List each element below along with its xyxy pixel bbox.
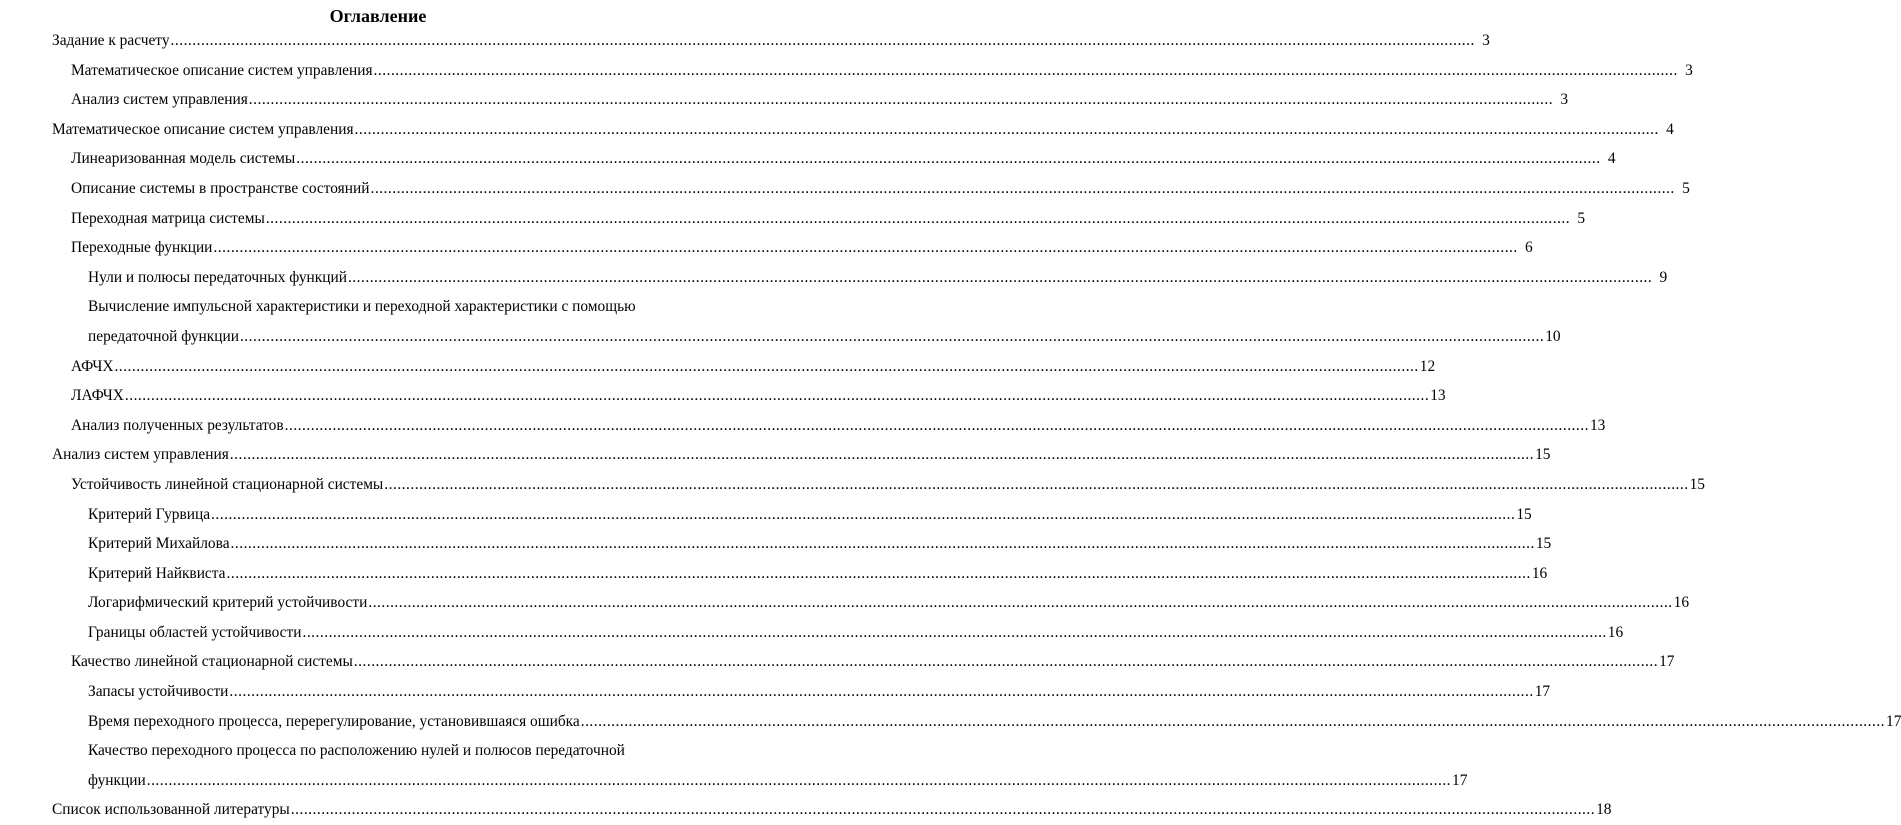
toc-entry-text[interactable]: Критерий Гурвица — [88, 505, 211, 523]
toc-entry-line — [52, 144, 1616, 174]
toc-entry-text[interactable]: Список использованной литературы — [52, 801, 290, 819]
dot-leader: ............................................................................................................................................................................................................................................................................................................ — [265, 209, 1571, 227]
dot-leader: ............................................................................................................................................................................................................................................................................................................ — [226, 564, 1531, 582]
toc-entry[interactable] — [52, 618, 1624, 648]
toc-page-number[interactable]: 4 — [1666, 120, 1674, 138]
toc-entry-text[interactable]: Устойчивость линейной стационарной системы — [71, 475, 384, 493]
dot-leader: ............................................................................................................................................................................................................................................................................................................ — [284, 416, 1589, 434]
toc-entry[interactable] — [52, 204, 1586, 234]
toc-entry-line — [52, 26, 1490, 56]
toc-page-number[interactable]: 17 — [1452, 771, 1468, 789]
toc-page-number[interactable]: 15 — [1516, 505, 1532, 523]
toc-entry-text[interactable]: Запасы устойчивости — [88, 683, 229, 701]
toc-entry-line — [52, 263, 1668, 293]
dot-leader: ............................................................................................................................................................................................................................................................................................................ — [146, 771, 1452, 789]
toc-entry-text[interactable]: Задание к расчету — [52, 32, 170, 49]
toc-entry[interactable] — [52, 85, 1569, 115]
dot-leader: ............................................................................................................................................................................................................................................................................................................ — [114, 357, 1419, 375]
toc-entry-text[interactable]: Качество линейной стационарной системы — [71, 653, 353, 671]
toc-entry-text[interactable]: Линеаризованная модель системы — [71, 150, 296, 168]
toc-entry[interactable] — [52, 529, 1552, 559]
toc-entry-line — [52, 440, 1551, 470]
toc-entry-text[interactable]: Переходная матрица системы — [71, 209, 265, 227]
toc-entry-line — [52, 795, 1612, 825]
toc-entry-text[interactable]: Математическое описание систем управления — [71, 61, 373, 79]
toc-entry[interactable] — [52, 115, 1674, 145]
dot-leader: ............................................................................................................................................................................................................................................................................................................ — [213, 239, 1518, 257]
toc-entry[interactable] — [52, 381, 1446, 411]
toc-entry-text[interactable]: Критерий Найквиста — [88, 564, 226, 582]
toc-entry-text[interactable]: Математическое описание систем управления — [52, 120, 354, 138]
toc-entry-text[interactable]: Описание системы в пространстве состояний — [71, 179, 370, 197]
dot-leader: ............................................................................................................................................................................................................................................................................................................ — [370, 179, 1675, 197]
toc-page-number[interactable]: 15 — [1535, 446, 1551, 464]
toc-entry-line — [52, 529, 1552, 559]
toc-entry[interactable] — [52, 677, 1551, 707]
toc-entry-line — [52, 233, 1533, 263]
toc-entry[interactable] — [52, 470, 1705, 500]
toc-page-number[interactable]: 16 — [1673, 594, 1690, 612]
dot-leader: ............................................................................................................................................................................................................................................................................................................ — [239, 327, 1545, 345]
toc-entry-text[interactable]: функции — [88, 771, 146, 789]
toc-page-number[interactable]: 17 — [1534, 683, 1551, 701]
toc-entry-line — [52, 647, 1675, 677]
toc-entry[interactable] — [52, 795, 1612, 825]
toc-page-number[interactable]: 13 — [1430, 387, 1446, 405]
toc-entry[interactable] — [52, 500, 1532, 530]
table-of-contents — [52, 26, 1901, 825]
toc-entry-text[interactable]: Время переходного процесса, перерегулирование, установившаяся ошибка — [88, 712, 580, 730]
toc-entry[interactable] — [52, 292, 1561, 351]
dot-leader: ............................................................................................................................................................................................................................................................................................................ — [229, 446, 1535, 464]
toc-entry[interactable] — [52, 588, 1690, 618]
toc-page-number[interactable]: 12 — [1419, 357, 1436, 375]
toc-page-number[interactable]: 17 — [1886, 712, 1901, 730]
toc-entry[interactable] — [52, 144, 1616, 174]
toc-title: Оглавление — [329, 6, 427, 26]
toc-page-number[interactable]: 18 — [1596, 801, 1612, 819]
toc-entry[interactable] — [52, 352, 1436, 382]
toc-page-number[interactable]: 15 — [1689, 475, 1705, 493]
toc-entry-text[interactable]: Границы областей устойчивости — [88, 623, 302, 641]
toc-entry-line — [52, 411, 1606, 441]
toc-entry-line — [52, 381, 1446, 411]
toc-page-number[interactable]: 9 — [1659, 268, 1668, 286]
dot-leader: ............................................................................................................................................................................................................................................................................................................ — [384, 475, 1689, 493]
toc-page-number[interactable]: 15 — [1535, 535, 1552, 553]
toc-entry[interactable] — [52, 263, 1668, 293]
toc-entry-text[interactable]: АФЧХ — [71, 357, 114, 375]
toc-entry-line — [52, 736, 723, 766]
toc-page-number[interactable]: 5 — [1577, 209, 1586, 227]
toc-entry-line — [52, 292, 723, 322]
toc-entry[interactable] — [52, 440, 1551, 470]
dot-leader: ............................................................................................................................................................................................................................................................................................................ — [368, 594, 1673, 612]
toc-entry[interactable] — [52, 174, 1690, 204]
toc-entry[interactable] — [52, 736, 1468, 795]
toc-entry[interactable] — [52, 233, 1533, 263]
toc-page-number[interactable]: 3 — [1560, 91, 1569, 109]
toc-page-number[interactable]: 17 — [1659, 653, 1675, 671]
toc-entry-line — [52, 204, 1586, 234]
toc-entry[interactable] — [52, 56, 1693, 86]
dot-leader: ............................................................................................................................................................................................................................................................................................................ — [353, 653, 1659, 671]
toc-page-number[interactable]: 10 — [1545, 327, 1561, 345]
dot-leader: ............................................................................................................................................................................................................................................................................................................ — [347, 268, 1653, 286]
toc-page-number[interactable]: 5 — [1682, 179, 1690, 197]
toc-entry-text[interactable]: Переходные функции — [71, 239, 213, 257]
toc-page-number[interactable]: 4 — [1607, 150, 1616, 168]
dot-leader: ............................................................................................................................................................................................................................................................................................................ — [580, 712, 1886, 730]
toc-entry-line — [52, 174, 1690, 204]
toc-entry[interactable] — [52, 647, 1675, 677]
toc-entry-line — [52, 707, 1901, 737]
toc-entry-line — [52, 559, 1548, 589]
toc-entry-text[interactable]: Анализ систем управления — [71, 91, 248, 109]
toc-entry-text[interactable]: Нули и полюсы передаточных функций — [88, 268, 347, 286]
toc-entry[interactable] — [52, 411, 1606, 441]
toc-entry-text[interactable]: Критерий Михайлова — [88, 535, 230, 553]
dot-leader: ............................................................................................................................................................................................................................................................................................................ — [302, 623, 1607, 641]
toc-entry[interactable] — [52, 559, 1548, 589]
toc-entry-line — [52, 470, 1705, 500]
toc-entry-line — [52, 500, 1532, 530]
dot-leader: ............................................................................................................................................................................................................................................................................................................ — [354, 120, 1659, 138]
dot-leader: ............................................................................................................................................................................................................................................................................................................ — [290, 801, 1596, 819]
toc-entry-text[interactable]: Логарифмический критерий устойчивости — [88, 594, 368, 612]
toc-entry-text[interactable]: передаточной функции — [88, 327, 239, 345]
dot-leader: ............................................................................................................................................................................................................................................................................................................ — [124, 387, 1430, 405]
toc-entry-line — [52, 677, 1551, 707]
toc-entry-line — [52, 115, 1674, 145]
toc-page-number[interactable]: 16 — [1531, 564, 1548, 582]
dot-leader: ............................................................................................................................................................................................................................................................................................................ — [211, 505, 1516, 523]
toc-page-number[interactable]: 3 — [1685, 61, 1693, 79]
toc-entry[interactable] — [52, 26, 1490, 56]
toc-entry-line — [52, 85, 1569, 115]
toc-page-number[interactable]: 3 — [1482, 32, 1490, 49]
toc-entry-line — [52, 56, 1693, 86]
dot-leader: ............................................................................................................................................................................................................................................................................................................ — [170, 32, 1475, 49]
toc-entry-text[interactable]: Анализ систем управления — [52, 446, 229, 464]
dot-leader: ............................................................................................................................................................................................................................................................................................................ — [373, 61, 1678, 79]
toc-entry-text[interactable]: Анализ полученных результатов — [71, 416, 284, 434]
toc-entry-line — [52, 322, 1561, 352]
toc-entry-line — [52, 352, 1436, 382]
toc-page-number[interactable]: 6 — [1525, 239, 1533, 257]
toc-page-number[interactable]: 13 — [1589, 416, 1606, 434]
toc-entry-line — [52, 618, 1624, 648]
toc-entry-line — [52, 766, 1468, 796]
toc-entry[interactable] — [52, 707, 1901, 737]
dot-leader: ............................................................................................................................................................................................................................................................................................................ — [296, 150, 1601, 168]
toc-page-number[interactable]: 16 — [1607, 623, 1624, 641]
dot-leader: ............................................................................................................................................................................................................................................................................................................ — [229, 683, 1534, 701]
dot-leader: ............................................................................................................................................................................................................................................................................................................ — [248, 91, 1554, 109]
toc-entry-text[interactable]: Качество переходного процесса по расположению нулей и полюсов передаточной — [88, 742, 625, 760]
toc-entry-text[interactable]: ЛАФЧХ — [71, 387, 124, 405]
toc-entry-text[interactable]: Вычисление импульсной характеристики и переходной характеристики с помощью — [88, 298, 636, 316]
toc-entry-line — [52, 588, 1690, 618]
dot-leader: ............................................................................................................................................................................................................................................................................................................ — [230, 535, 1535, 553]
